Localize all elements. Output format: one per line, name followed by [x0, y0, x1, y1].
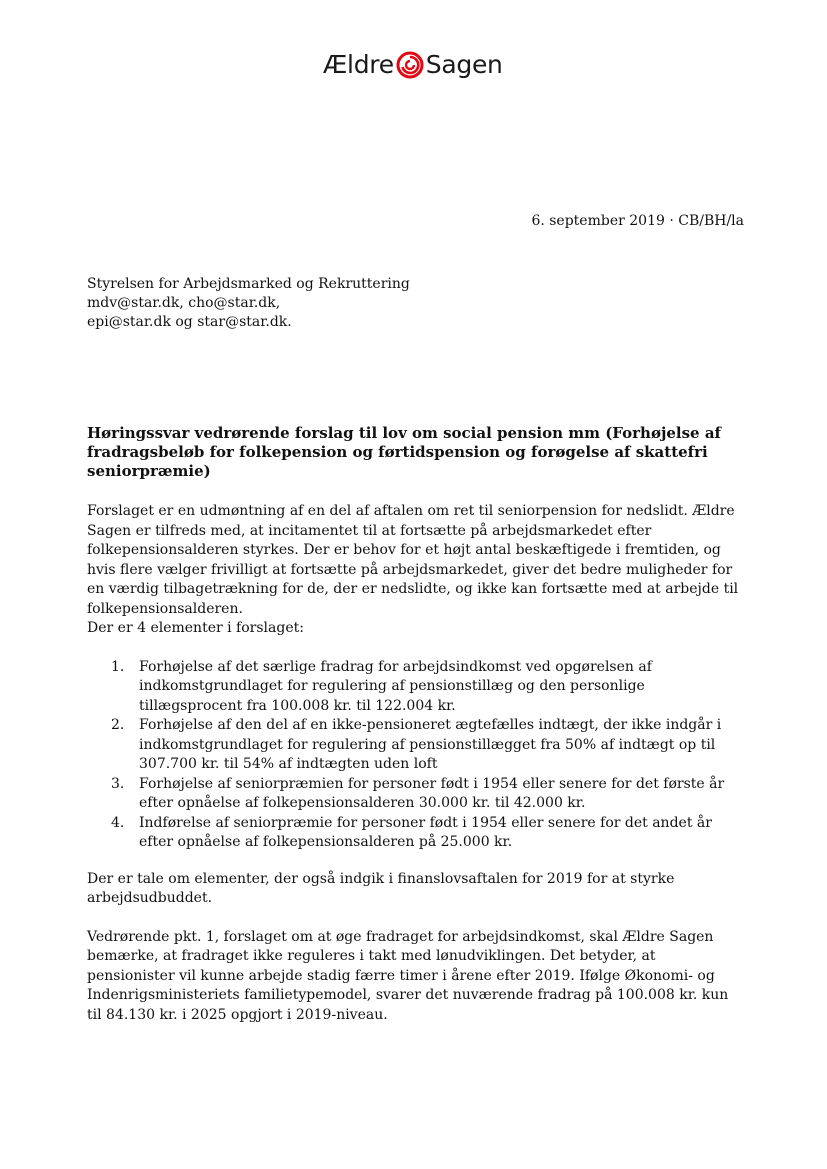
- intro-paragraph: Forslaget er en udmøntning af en del af aftalen om ret til seniorpension for nedslidt. Ældre Sagen er tilfreds med, at incitamentet til at fortsætte på arbejdsmarkedet efter folkepensionsalderen styrkes. Der er behov for et højt antal beskæftigede i fremtiden, og hvis flere vælger frivilligt at fortsætte på arbejdsmarkedet, giver det bedre muligheder for en værdig tilbagetrækning for de, der er nedslidte, og ikke kan fortsætte med at arbejde til folkepensionsalderen.: [87, 503, 739, 617]
- logo-swirl-icon: [396, 51, 424, 79]
- finanslov-paragraph: Der er tale om elementer, der også indgik i finanslovsaftalen for 2019 for at styrke arbejdsudbuddet.: [87, 870, 675, 906]
- recipient-emails-1: mdv@star.dk, cho@star.dk,: [87, 295, 281, 311]
- elements-list: [87, 658, 747, 853]
- date-line: 6. september 2019 · CB/BH/la: [531, 213, 744, 229]
- list-item-text: Indførelse af seniorpræmie for personer født i 1954 eller senere for det andet år efter opnåelse af folkepensionsalderen på 25.000 kr.: [139, 814, 712, 850]
- list-item-text: Forhøjelse af seniorpræmien for personer født i 1954 eller senere for det første år efter opnåelse af folkepensionsalderen 30.000 kr. til 42.000 kr.: [139, 775, 725, 811]
- document-heading: Høringssvar vedrørende forslag til lov om social pension mm (Forhøjelse af fradragsbeløb for folkepension og førtidspension og forøgelse af skattefri seniorpræmie): [87, 424, 721, 480]
- list-item: [87, 814, 747, 853]
- list-item-number: 1.: [111, 658, 125, 675]
- list-item-number: 2.: [111, 717, 125, 733]
- list-item-number: 4.: [111, 814, 125, 831]
- list-item: [87, 658, 747, 717]
- aeldre-sagen-logo: [323, 50, 503, 79]
- document-body: [87, 502, 747, 1025]
- list-intro: Der er 4 elementer i forslaget:: [87, 620, 304, 636]
- list-item: [87, 775, 747, 814]
- list-item-number: 3.: [111, 775, 125, 792]
- pkt1-paragraph: Vedrørende pkt. 1, forslaget om at øge fradraget for arbejdsindkomst, skal Ældre Sagen bemærke, at fradraget ikke reguleres i takt med lønudviklingen. Det betyder, at pensionister vil kunne arbejde stadig færre timer i årene efter 2019. Ifølge Økonomi- og Indenrigsministeriets familietypemodel, svarer det nuværende fradrag på 100.008 kr. kun til 84.130 kr. i 2025 opgjort i 2019-niveau.: [87, 928, 729, 1023]
- recipient-emails-2: epi@star.dk og star@star.dk.: [87, 314, 292, 330]
- list-item: [87, 716, 747, 775]
- recipient-name: Styrelsen for Arbejdsmarked og Rekruttering: [87, 276, 410, 292]
- list-item-text: Forhøjelse af den del af en ikke-pensioneret ægtefælles indtægt, der ikke indgår i indkomstgrundlaget for regulering af pensionstillægget fra 50% af indtægt op til 307.700 kr. til 54% af indtægten uden loft: [139, 717, 722, 772]
- recipient-block: [87, 275, 410, 332]
- logo-text-right: Sagen: [425, 50, 503, 79]
- logo-text-left: Ældre: [323, 50, 394, 79]
- list-item-text: Forhøjelse af det særlige fradrag for arbejdsindkomst ved opgørelsen af indkomstgrundlaget for regulering af pensionstillæg og den personlige tillægsprocent fra 100.008 kr. til 122.004 kr.: [139, 658, 652, 714]
